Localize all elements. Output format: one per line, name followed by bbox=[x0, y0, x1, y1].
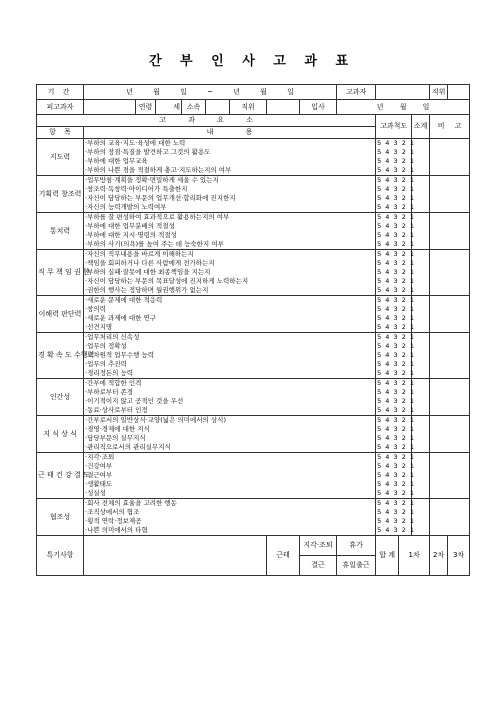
scale-row[interactable]: 5 4 3 2 1 bbox=[377, 416, 416, 424]
scale-row[interactable]: 5 4 3 2 1 bbox=[377, 323, 416, 331]
evaluator-position-field[interactable] bbox=[448, 85, 470, 100]
criteria-item: ·건강여부 bbox=[85, 462, 113, 470]
score-header: 고과척도 bbox=[376, 115, 412, 139]
scale-row[interactable]: 5 4 3 2 1 bbox=[377, 342, 416, 350]
score-scale[interactable] bbox=[376, 416, 416, 453]
section-items bbox=[84, 250, 376, 296]
score-scale[interactable] bbox=[376, 333, 416, 379]
criteria-item: ·권한의 행사는 정당하며 월권행위가 없는지 bbox=[85, 286, 209, 294]
period-value[interactable]: 년 월 일 ~ 년 월 일 bbox=[84, 85, 337, 100]
scale-row[interactable]: 5 4 3 2 1 bbox=[377, 314, 416, 322]
scale-row[interactable]: 5 4 3 2 1 bbox=[377, 296, 416, 304]
criteria-item: ·결근여부 bbox=[85, 471, 113, 479]
scale-row[interactable]: 5 4 3 2 1 bbox=[377, 203, 416, 211]
scale-row[interactable]: 5 4 3 2 1 bbox=[377, 333, 416, 341]
period-label: 기 간 bbox=[37, 85, 84, 100]
criteria-item: ·책임을 회피하거나 다른 사람에게 전가하는지 bbox=[85, 259, 215, 267]
section-items bbox=[84, 453, 376, 499]
scale-row[interactable]: 5 4 3 2 1 bbox=[377, 369, 416, 377]
criteria-item: ·관리직으로서의 관리실무지식 bbox=[85, 443, 171, 451]
criteria-item: ·부하에 대한 업무교육 bbox=[85, 157, 148, 165]
scale-row[interactable]: 5 4 3 2 1 bbox=[377, 526, 416, 534]
criteria-item: ·자신이 담당하는 부문의 업무개선·합리화에 진지한지 bbox=[85, 194, 236, 202]
criteria-item: ·부하로부터 존경 bbox=[85, 388, 134, 396]
scale-row[interactable]: 5 4 3 2 1 bbox=[377, 499, 416, 507]
scale-row[interactable]: 5 4 3 2 1 bbox=[377, 185, 416, 193]
section-name: 경 확 속 도 수행력 bbox=[37, 333, 84, 379]
joined-value[interactable]: 년 월 일 bbox=[337, 100, 470, 115]
special-notes-field[interactable] bbox=[84, 536, 267, 576]
section-items bbox=[84, 213, 376, 250]
position-field[interactable] bbox=[267, 100, 300, 115]
criteria-item: ·고차원적 업무수행 능력 bbox=[85, 351, 154, 359]
score-scale[interactable] bbox=[376, 453, 416, 499]
evaluator-field[interactable] bbox=[376, 85, 430, 100]
scale-row[interactable]: 5 4 3 2 1 bbox=[377, 471, 416, 479]
score-scale[interactable] bbox=[376, 176, 416, 213]
scale-row[interactable]: 5 4 3 2 1 bbox=[377, 250, 416, 258]
criteria-item: ·새로운 과제에 대한 연구 bbox=[85, 314, 157, 322]
criteria-header: 고 과 요 소 bbox=[37, 115, 376, 127]
section-name: 지도력 bbox=[37, 139, 84, 176]
absence-label: 결근 bbox=[300, 556, 337, 576]
remarks-cell[interactable] bbox=[430, 499, 470, 536]
position-label: 직위 bbox=[230, 100, 267, 115]
criteria-item: ·부하를 잘 편성하여 효과적으로 활용하는지의 여부 bbox=[85, 213, 230, 221]
first-round-label: 1차 bbox=[399, 536, 430, 576]
third-round-label: 3차 bbox=[448, 536, 470, 576]
remarks-cell[interactable] bbox=[430, 416, 470, 453]
criteria-item: ·업무의 정확성 bbox=[85, 342, 127, 350]
second-round-label: 2차 bbox=[430, 536, 448, 576]
dept-label: 소속 bbox=[182, 100, 206, 115]
criteria-item: ·업무의 추진력 bbox=[85, 360, 127, 368]
section-items bbox=[84, 416, 376, 453]
section-name: 통치력 bbox=[37, 213, 84, 250]
remarks-cell[interactable] bbox=[430, 213, 470, 250]
section-name: 인간성 bbox=[37, 379, 84, 416]
remarks-cell[interactable] bbox=[430, 296, 470, 333]
scale-row[interactable]: 5 4 3 2 1 bbox=[377, 443, 416, 451]
criteria-item: ·담당부문의 실무지식 bbox=[85, 434, 146, 442]
scale-row[interactable]: 5 4 3 2 1 bbox=[377, 406, 416, 414]
score-scale[interactable] bbox=[376, 296, 416, 333]
section-name: 근 태 건 강 결 도 bbox=[37, 453, 84, 499]
criteria-item: ·이기적이지 않고 공적인 것을 우선 bbox=[85, 397, 184, 405]
evaluator-position-label: 직위 bbox=[430, 85, 448, 100]
joined-label: 입사 bbox=[300, 100, 337, 115]
criteria-item: ·경리정돈의 능력 bbox=[85, 369, 134, 377]
remarks-cell[interactable] bbox=[430, 379, 470, 416]
score-scale[interactable] bbox=[376, 499, 416, 536]
score-scale[interactable] bbox=[376, 379, 416, 416]
age-label: 연령 bbox=[136, 100, 156, 115]
scale-row[interactable]: 5 4 3 2 1 bbox=[377, 360, 416, 368]
scale-row[interactable]: 5 4 3 2 1 bbox=[377, 434, 416, 442]
section-items bbox=[84, 139, 376, 176]
holiday-work-label: 휴일출근 bbox=[337, 556, 376, 576]
page-title: 간 부 인 사 고 과 표 bbox=[148, 54, 356, 69]
remarks-cell[interactable] bbox=[430, 333, 470, 379]
scale-row[interactable]: 5 4 3 2 1 bbox=[377, 176, 416, 184]
remarks-cell[interactable] bbox=[430, 250, 470, 296]
scale-row[interactable]: 5 4 3 2 1 bbox=[377, 508, 416, 516]
section-items bbox=[84, 333, 376, 379]
scale-row[interactable]: 5 4 3 2 1 bbox=[377, 351, 416, 359]
scale-row[interactable]: 5 4 3 2 1 bbox=[377, 157, 416, 165]
age-field[interactable]: 세 bbox=[156, 100, 182, 115]
evaluator-label: 고과자 bbox=[337, 85, 376, 100]
attendance-label: 근태 bbox=[267, 536, 300, 576]
scale-row[interactable]: 5 4 3 2 1 bbox=[377, 379, 416, 387]
scale-row[interactable]: 5 4 3 2 1 bbox=[377, 305, 416, 313]
criteria-item: ·간부로서의 일반상식·교양(넓은 의미에서의 상식) bbox=[85, 416, 226, 424]
scale-row[interactable]: 5 4 3 2 1 bbox=[377, 240, 416, 248]
scale-row[interactable]: 5 4 3 2 1 bbox=[377, 462, 416, 470]
scale-row[interactable]: 5 4 3 2 1 bbox=[377, 259, 416, 267]
criteria-item: ·지각·조퇴 bbox=[85, 453, 115, 461]
criteria-item: ·나쁜 의미에서의 타협 bbox=[85, 526, 148, 534]
content-header: 내 용 bbox=[84, 127, 376, 139]
remarks-cell[interactable] bbox=[430, 176, 470, 213]
scale-row[interactable]: 5 4 3 2 1 bbox=[377, 166, 416, 174]
criteria-item: ·회사 전체의 효율을 고려한 행동 bbox=[85, 499, 177, 507]
criteria-item: ·부하의 실패·잘못에 대한 최종책임을 지는지 bbox=[85, 268, 211, 276]
scale-row[interactable]: 5 4 3 2 1 bbox=[377, 222, 416, 230]
section-name: 협조성 bbox=[37, 499, 84, 536]
scale-row[interactable]: 5 4 3 2 1 bbox=[377, 517, 416, 525]
scale-row[interactable]: 5 4 3 2 1 bbox=[377, 425, 416, 433]
section-name: 기획력 창조력 bbox=[37, 176, 84, 213]
criteria-item: ·자신의 직무내용을 바르게 이해하는지 bbox=[85, 250, 194, 258]
score-scale[interactable] bbox=[376, 250, 416, 296]
criteria-item: ·부하의 교육·지도·육성에 대한 노력 bbox=[85, 139, 186, 147]
criteria-item: ·새로운 문제에 대한 적응력 bbox=[85, 296, 163, 304]
section-items bbox=[84, 499, 376, 536]
criteria-item: ·선견지명 bbox=[85, 323, 113, 331]
scale-row[interactable]: 5 4 3 2 1 bbox=[377, 397, 416, 405]
scale-row[interactable]: 5 4 3 2 1 bbox=[377, 268, 416, 276]
criteria-item: ·부하에 대한 업무분배의 적절성 bbox=[85, 222, 175, 230]
evaluatee-label: 피고과자 bbox=[37, 100, 84, 115]
dept-field[interactable] bbox=[206, 100, 230, 115]
special-notes-label: 특기사항 bbox=[37, 536, 84, 576]
scale-row[interactable]: 5 4 3 2 1 bbox=[377, 489, 416, 497]
criteria-item: ·부하에 대한 지시·명령의 적절성 bbox=[85, 231, 177, 239]
total-label: 합 계 bbox=[376, 536, 399, 576]
section-name: 지 식 상 식 bbox=[37, 416, 84, 453]
criteria-item: ·간부에 적합한 인격 bbox=[85, 379, 142, 387]
criteria-item: ·창의력 bbox=[85, 305, 106, 313]
section-items bbox=[84, 176, 376, 213]
scale-row[interactable]: 5 4 3 2 1 bbox=[377, 277, 416, 285]
criteria-item: ·성실성 bbox=[85, 489, 106, 497]
remarks-header: 비 고 bbox=[430, 115, 470, 139]
scale-row[interactable]: 5 4 3 2 1 bbox=[377, 453, 416, 461]
criteria-item: ·조직상에서의 협조 bbox=[85, 508, 140, 516]
criteria-item: ·업무방침·계획을 정확·면밀하게 세울 수 있는지 bbox=[85, 176, 219, 184]
criteria-item: ·부하의 장점·특질을 발견하고 그것의 활용도 bbox=[85, 148, 211, 156]
scale-row[interactable]: 5 4 3 2 1 bbox=[377, 231, 416, 239]
criteria-item: ·동료·상사로부터 인정 bbox=[85, 406, 148, 414]
criteria-item: ·생활태도 bbox=[85, 480, 113, 488]
item-header: 항 목 bbox=[37, 127, 84, 139]
section-items bbox=[84, 296, 376, 333]
remarks-cell[interactable] bbox=[430, 139, 470, 176]
evaluatee-field[interactable] bbox=[84, 100, 136, 115]
scale-row[interactable]: 5 4 3 2 1 bbox=[377, 148, 416, 156]
section-name: 직 무 책 임 권 한 bbox=[37, 250, 84, 296]
criteria-item: ·부하의 나쁜 점을 적절하게 충고·지도하는지의 여부 bbox=[85, 166, 232, 174]
appraisal-table bbox=[36, 84, 470, 576]
late-early-label: 지각·조퇴 bbox=[300, 536, 337, 556]
criteria-item: ·경영·경제에 대한 지식 bbox=[85, 425, 150, 433]
criteria-item: ·업무처리의 신속성 bbox=[85, 333, 140, 341]
remarks-cell[interactable] bbox=[430, 453, 470, 499]
scale-row[interactable]: 5 4 3 2 1 bbox=[377, 213, 416, 221]
section-name: 이해력 판단력 bbox=[37, 296, 84, 333]
leave-label: 휴가 bbox=[337, 536, 376, 556]
criteria-item: ·자신의 능력개발의 노력여부 bbox=[85, 203, 167, 211]
criteria-item: ·횡적 연락·정보제공 bbox=[85, 517, 142, 525]
criteria-item: ·창조력·독창력·아이디어가 특출한지 bbox=[85, 185, 188, 193]
scale-row[interactable]: 5 4 3 2 1 bbox=[377, 194, 416, 202]
criteria-item: ·부하의 사기(의욕)를 높여 주는 데 능숙한지 여부 bbox=[85, 240, 224, 248]
score-scale[interactable] bbox=[376, 213, 416, 250]
criteria-item: ·자신이 담당하는 부문의 목표달성에 진지하게 노력하는지 bbox=[85, 277, 249, 285]
section-items bbox=[84, 379, 376, 416]
scale-row[interactable]: 5 4 3 2 1 bbox=[377, 139, 416, 147]
scale-row[interactable]: 5 4 3 2 1 bbox=[377, 388, 416, 396]
scale-row[interactable]: 5 4 3 2 1 bbox=[377, 286, 416, 294]
score-scale[interactable] bbox=[376, 139, 416, 176]
subtotal-header: 소계 bbox=[412, 115, 430, 139]
scale-row[interactable]: 5 4 3 2 1 bbox=[377, 480, 416, 488]
